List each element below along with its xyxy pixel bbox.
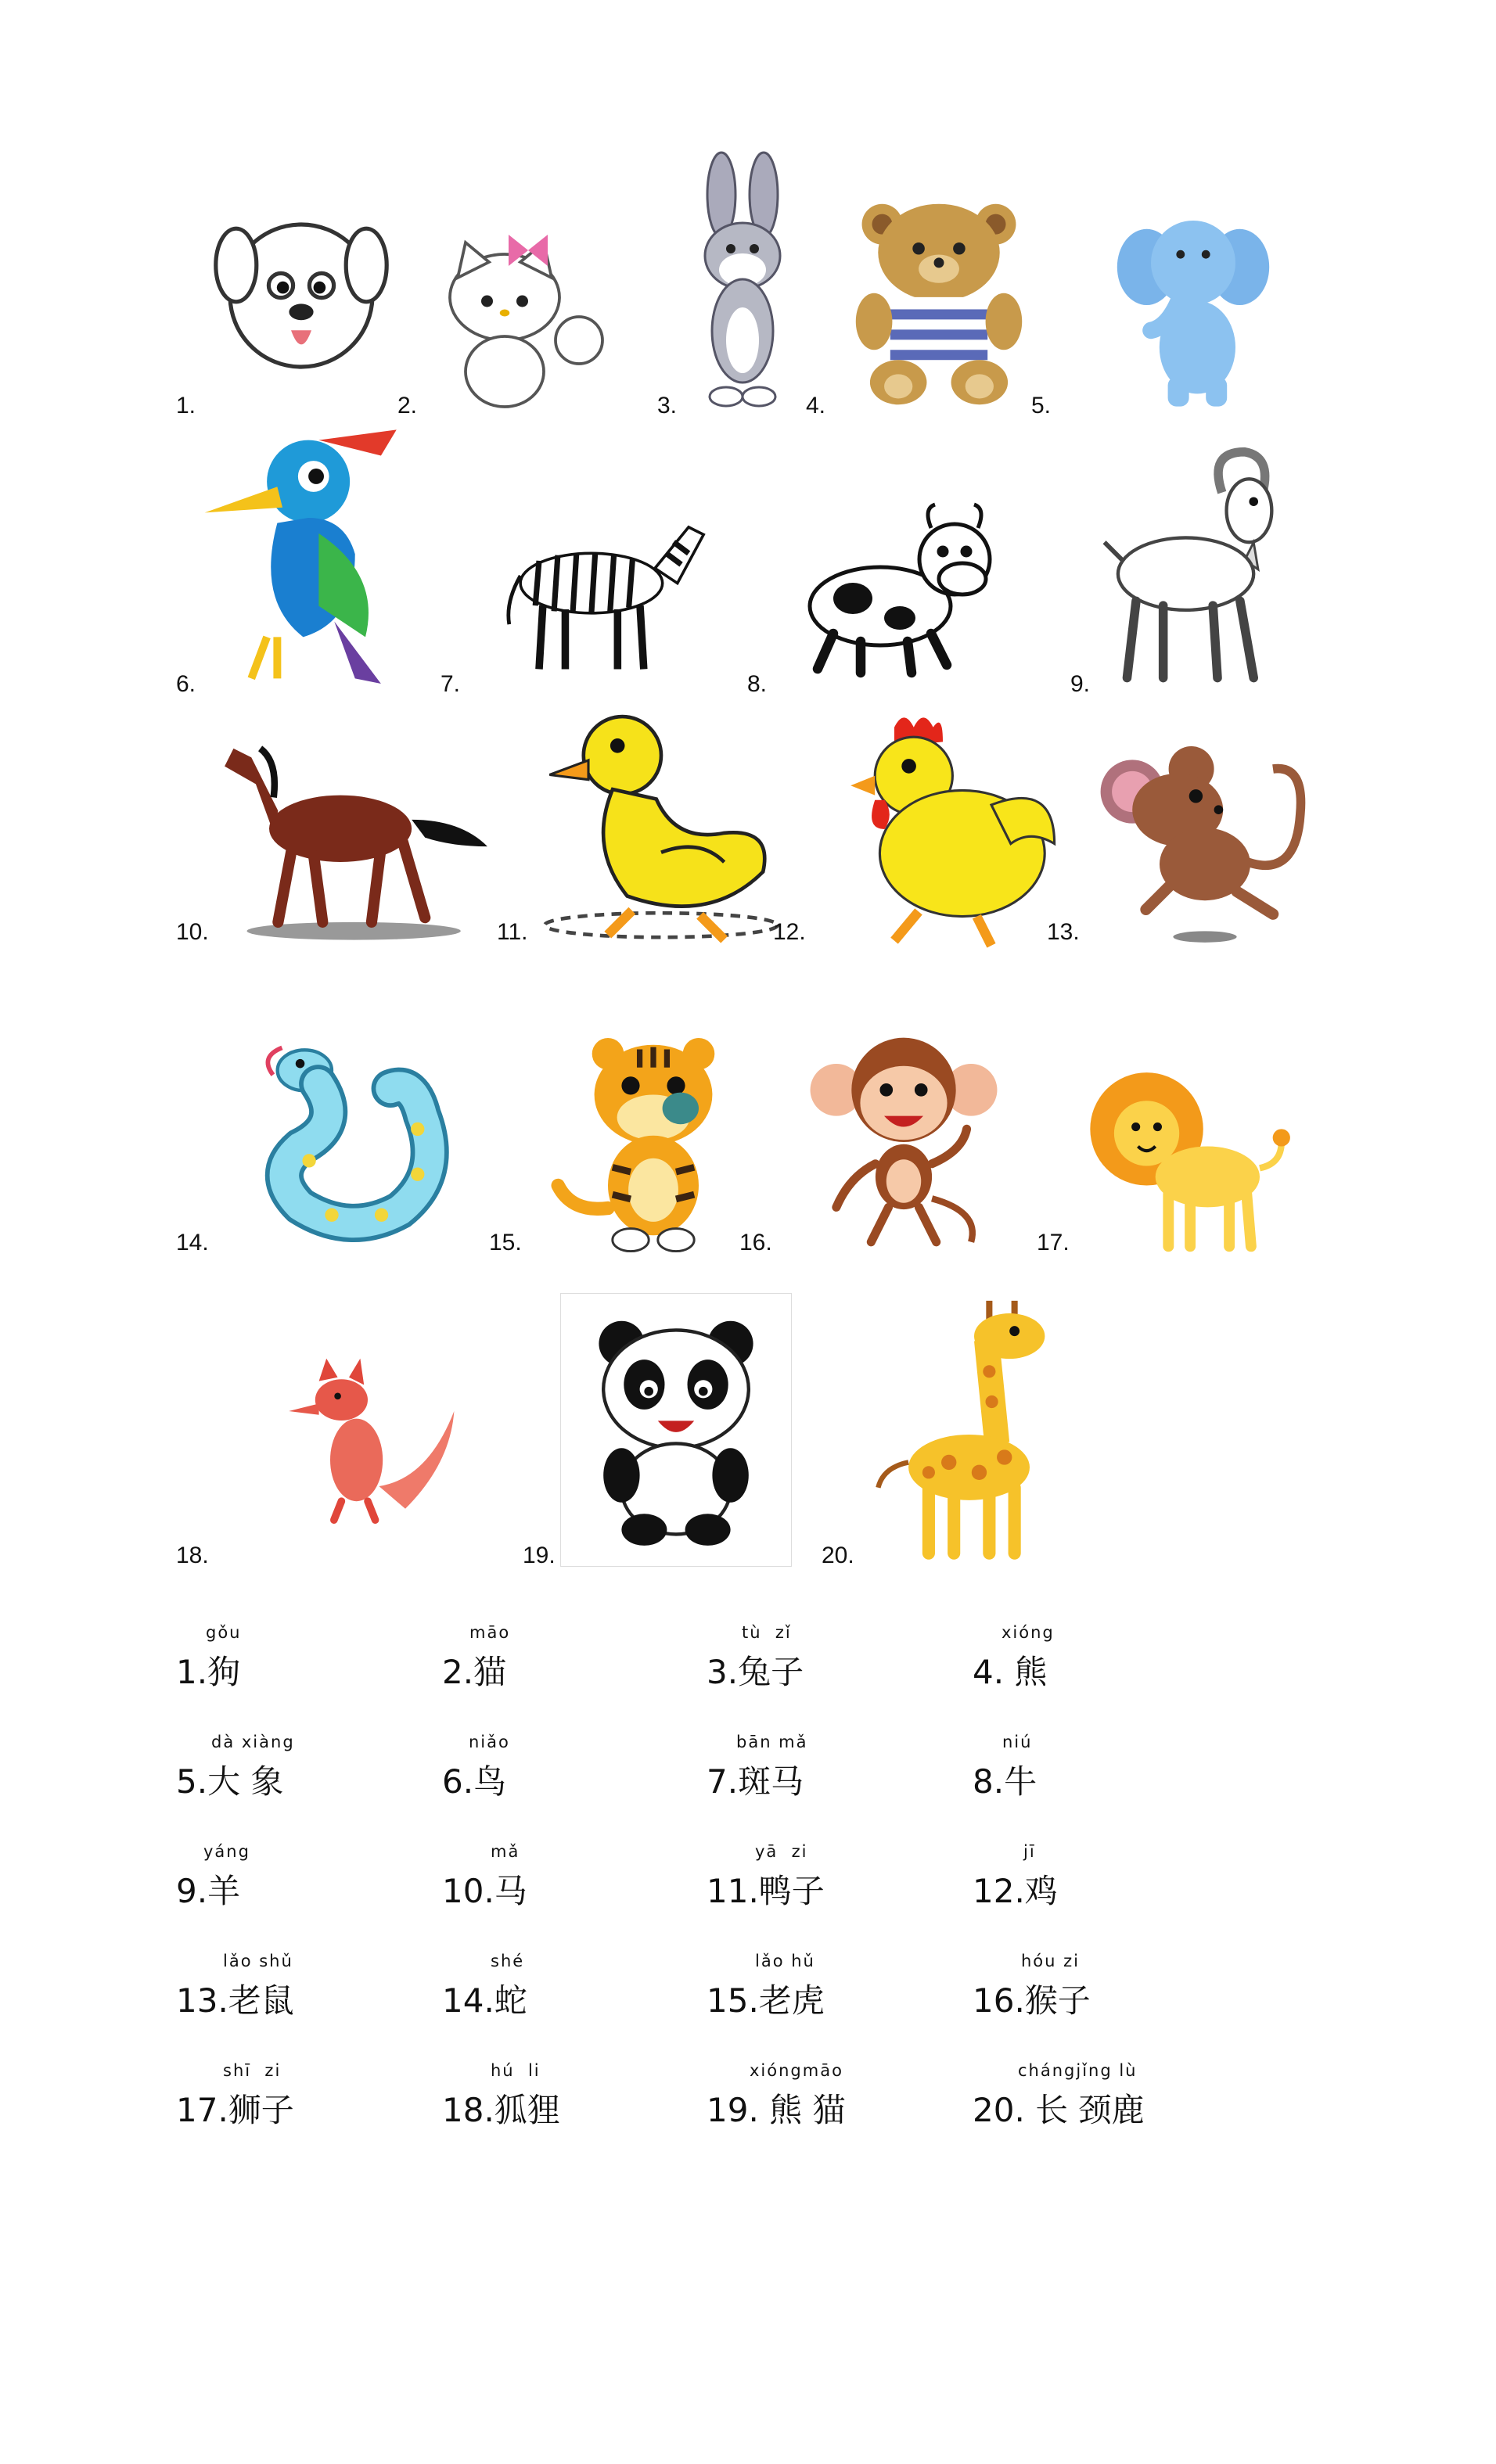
mouse-icon (1088, 724, 1322, 950)
picture-number: 17. (1037, 1230, 1070, 1255)
picture-number: 5. (1031, 393, 1052, 418)
elephant-icon (1107, 199, 1279, 411)
pinyin: lǎo shǔ (223, 1952, 293, 1970)
word: 3.兔子 (707, 1653, 804, 1691)
bird-icon (200, 418, 407, 692)
horse-icon (211, 720, 501, 946)
lion-icon (1072, 1064, 1291, 1259)
picture-number: 12. (773, 919, 806, 945)
pinyin: hú li (491, 2061, 541, 2080)
pinyin: shé (491, 1952, 525, 1970)
picture-number: 19. (523, 1543, 556, 1568)
pinyin: niú (1002, 1733, 1033, 1751)
word: 16.猴子 (973, 1981, 1091, 2020)
bear-icon (837, 188, 1041, 411)
picture-number: 13. (1047, 919, 1080, 945)
word: 2.猫 (442, 1653, 507, 1691)
monkey-icon (806, 1025, 1002, 1259)
word: 18.狐狸 (442, 2091, 560, 2129)
panda-icon (560, 1293, 792, 1567)
picture-number: 6. (176, 671, 196, 697)
picture-number: 14. (176, 1230, 209, 1255)
word: 10.马 (442, 1872, 527, 1910)
picture-number: 8. (747, 671, 768, 697)
word: 7.斑马 (707, 1762, 804, 1801)
pinyin: dà xiàng (211, 1733, 295, 1751)
pinyin: shī zi (223, 2061, 282, 2080)
pinyin: xióngmāo (750, 2061, 843, 2080)
word: 12.鸡 (973, 1872, 1058, 1910)
rabbit-icon (674, 149, 815, 415)
pinyin: bān mǎ (736, 1733, 808, 1751)
word: 11.鸭子 (707, 1872, 825, 1910)
word: 9.羊 (176, 1872, 241, 1910)
picture-number: 4. (806, 393, 826, 418)
picture-number: 2. (397, 393, 418, 418)
word: 8.牛 (973, 1762, 1037, 1801)
picture-number: 9. (1070, 671, 1091, 697)
word: 17.狮子 (176, 2091, 294, 2129)
picture-number: 18. (176, 1543, 209, 1568)
picture-number: 10. (176, 919, 209, 945)
pinyin: gǒu (206, 1623, 242, 1642)
word: 1.狗 (176, 1653, 241, 1691)
pinyin: mǎ (491, 1842, 520, 1861)
zebra-icon (493, 508, 720, 677)
picture-number: 16. (739, 1230, 772, 1255)
word: 15.老虎 (707, 1981, 825, 2020)
pinyin: hóu zi (1021, 1952, 1080, 1970)
pinyin: niǎo (469, 1733, 510, 1751)
picture-number: 20. (822, 1543, 854, 1568)
snake-icon (250, 1021, 454, 1255)
picture-number: 11. (497, 919, 528, 945)
word: 13.老鼠 (176, 1981, 294, 2020)
word: 20. 长 颈鹿 (973, 2091, 1145, 2129)
pinyin: chángjǐng lù (1018, 2061, 1138, 2080)
chicken-icon (822, 708, 1064, 950)
picture-number: 3. (657, 393, 678, 418)
pinyin: māo (469, 1623, 511, 1642)
word: 14.蛇 (442, 1981, 527, 2020)
picture-number: 7. (441, 671, 461, 697)
word: 6.鸟 (442, 1762, 507, 1801)
picture-number: 1. (176, 393, 196, 418)
word: 19. 熊 猫 (707, 2091, 846, 2129)
pinyin: jī (1023, 1842, 1036, 1861)
word: 5.大 象 (176, 1762, 284, 1801)
pinyin: yáng (203, 1842, 250, 1861)
fox-icon (274, 1353, 462, 1525)
giraffe-icon (872, 1291, 1076, 1568)
goat-icon (1095, 438, 1299, 696)
tiger-icon (540, 1021, 767, 1259)
pinyin: yā zi (755, 1842, 808, 1861)
cow-icon (782, 489, 1017, 684)
pinyin: xióng (1002, 1623, 1055, 1642)
picture-number: 15. (489, 1230, 522, 1255)
cat-icon (426, 219, 622, 415)
pinyin: tù zǐ (742, 1623, 792, 1642)
duck-icon (540, 700, 782, 946)
pinyin: lǎo hǔ (755, 1952, 815, 1970)
dog-icon (200, 184, 403, 387)
word: 4. 熊 (973, 1653, 1048, 1691)
